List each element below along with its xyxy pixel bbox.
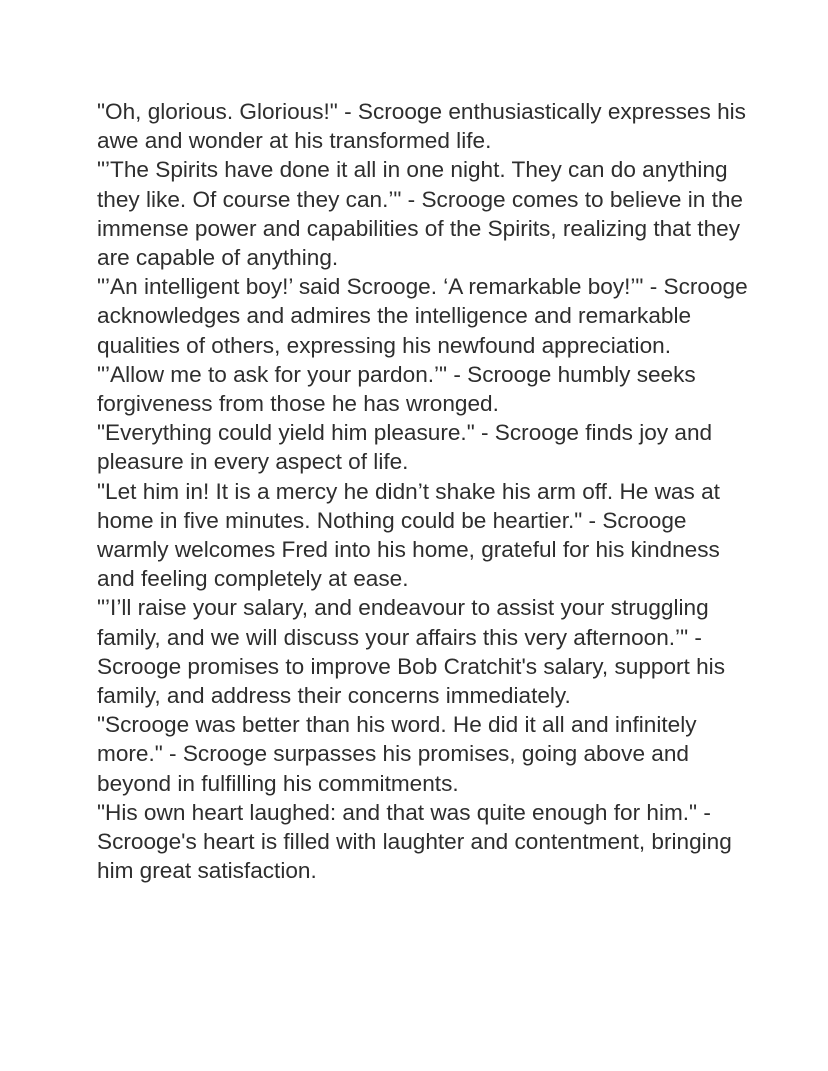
quote-entry: "’I’ll raise your salary, and endeavour to assist your struggling family, and we will discuss your affairs this very afternoon.’" - Scrooge promises to improve Bob Cratchit's salary, support his family, and address their concerns immediately. [97,595,725,709]
quote-entry: "’The Spirits have done it all in one night. They can do anything they like. Of course they can.’" - Scrooge comes to believe in the immense power and capabilities of the Spirits, realizing that they are capable of anything. [97,157,743,271]
quote-entry: "Let him in! It is a mercy he didn’t shake his arm off. He was at home in five minutes. Nothing could be heartier." - Scrooge warmly welcomes Fred into his home, grateful for his kindness and feeling completely at ease. [97,478,720,592]
quote-entry: "Oh, glorious. Glorious!" - Scrooge enthusiastically expresses his awe and wonder at his transformed life. [97,99,746,154]
quote-entry: "’Allow me to ask for your pardon.’" - Scrooge humbly seeks forgiveness from those he has wronged. [97,361,696,417]
quote-entry: "Everything could yield him pleasure." - Scrooge finds joy and pleasure in every aspect of life. [97,420,713,475]
quote-entry: "’An intelligent boy!’ said Scrooge. ‘A remarkable boy!’" - Scrooge acknowledges and admires the intelligence and remarkable qualities of others, expressing his newfound appreciation. [97,274,748,358]
quote-entry: "Scrooge was better than his word. He did it all and infinitely more." - Scrooge surpasses his promises, going above and beyond in fulfilling his commitments. [97,712,697,796]
quote-entry: "His own heart laughed: and that was quite enough for him." - Scrooge's heart is filled with laughter and contentment, bringing him great satisfaction. [97,799,732,884]
document-page [97,97,757,885]
